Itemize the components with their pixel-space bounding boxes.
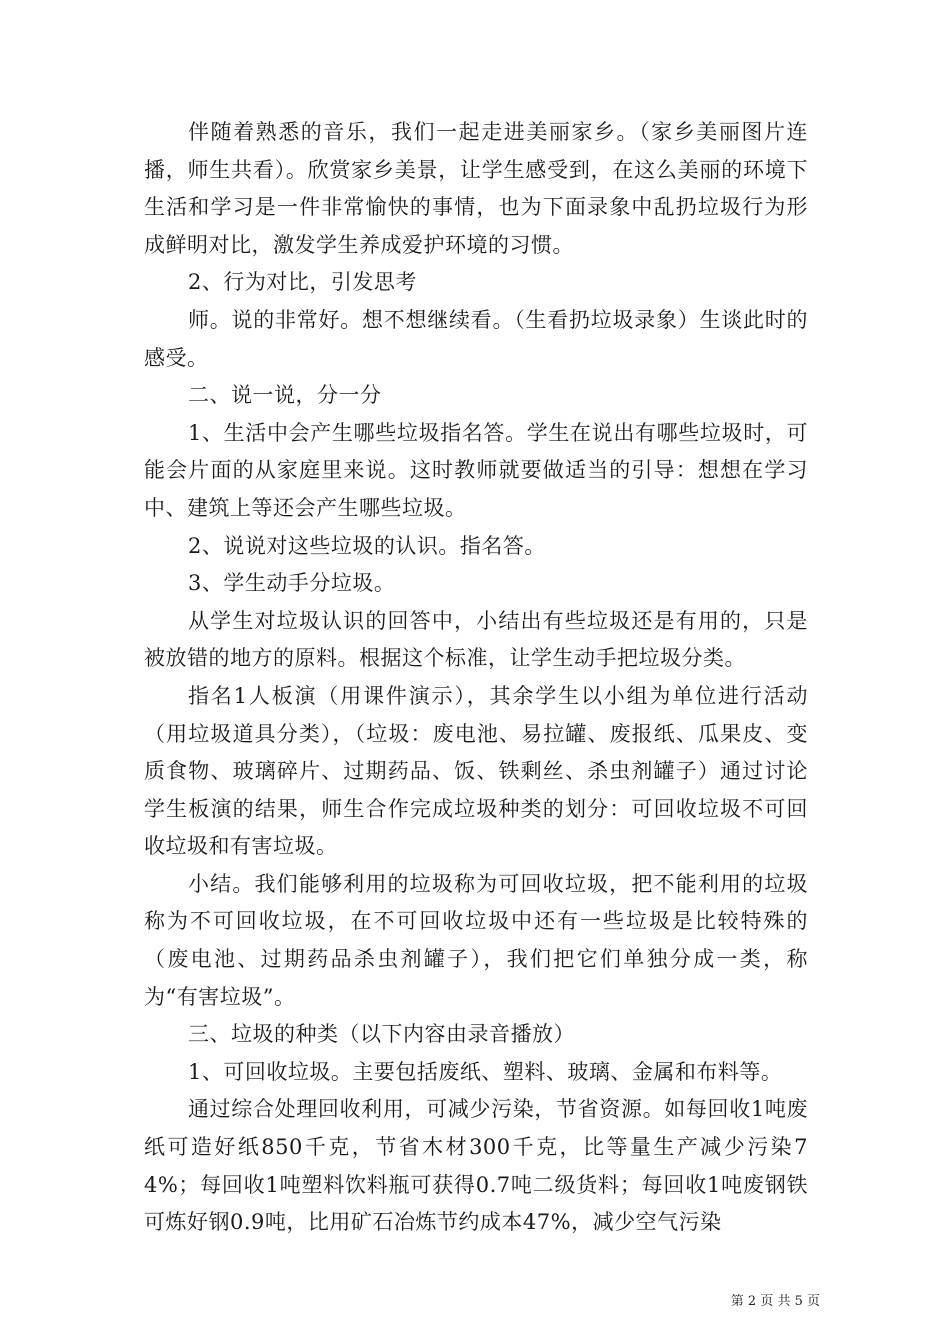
paragraph: 伴随着熟悉的音乐，我们一起走进美丽家乡。（家乡美丽图片连播，师生共看）。欣赏家乡美景，让学生感受到，在这么美丽的环境下生活和学习是一件非常愉快的事情，也为下面录象中乱扔垃圾行为形成鲜明对比，激发学生养成爱护环境的习惯。 [144, 120, 808, 257]
paragraph: 从学生对垃圾认识的回答中，小结出有些垃圾还是有用的，只是被放错的地方的原料。根据这个标准，让学生动手把垃圾分类。 [144, 608, 808, 671]
section-heading: 二、说一说，分一分 [188, 383, 382, 408]
paragraph: 师。说的非常好。想不想继续看。（生看扔垃圾录象）生谈此时的感受。 [144, 307, 808, 370]
page-number-footer: 第 2 页 共 5 页 [730, 1294, 820, 1309]
paragraph: 1、可回收垃圾。主要包括废纸、塑料、玻璃、金属和布料等。 [188, 1059, 783, 1084]
paragraph: 小结。我们能够利用的垃圾称为可回收垃圾，把不能利用的垃圾称为不可回收垃圾，在不可回收垃圾中还有一些垃圾是比较特殊的（废电池、过期药品杀虫剂罐子），我们把它们单独分成一类，称为“有害垃圾”。 [144, 871, 808, 1009]
paragraph: 通过综合处理回收利用，可减少污染，节省资源。如每回收1吨废纸可造好纸850千克，节省木材300千克，比等量生产减少污染74%；每回收1吨塑料饮料瓶可获得0.7吨二级货料；每回收1吨废钢铁可炼好钢0.9吨，比用矿石冶炼节约成本47%，减少空气污染 [144, 1097, 808, 1235]
section-heading: 2、行为对比，引发思考 [188, 270, 417, 295]
section-heading: 三、垃圾的种类（以下内容由录音播放） [188, 1022, 575, 1047]
paragraph: 2、说说对这些垃圾的认识。指名答。 [188, 533, 546, 558]
paragraph: 3、学生动手分垃圾。 [188, 571, 396, 596]
paragraph: 1、生活中会产生哪些垃圾指名答。学生在说出有哪些垃圾时，可能会片面的从家庭里来说。这时教师就要做适当的引导：想想在学习中、建筑上等还会产生哪些垃圾。 [144, 420, 808, 520]
document-body [144, 114, 808, 1242]
paragraph: 指名1人板演（用课件演示），其余学生以小组为单位进行活动（用垃圾道具分类），（垃圾：废电池、易拉罐、废报纸、瓜果皮、变质食物、玻璃碎片、过期药品、饭、铁剩丝、杀虫剂罐子）通过讨论学生板演的结果，师生合作完成垃圾种类的划分：可回收垃圾不可回收垃圾和有害垃圾。 [144, 683, 808, 859]
